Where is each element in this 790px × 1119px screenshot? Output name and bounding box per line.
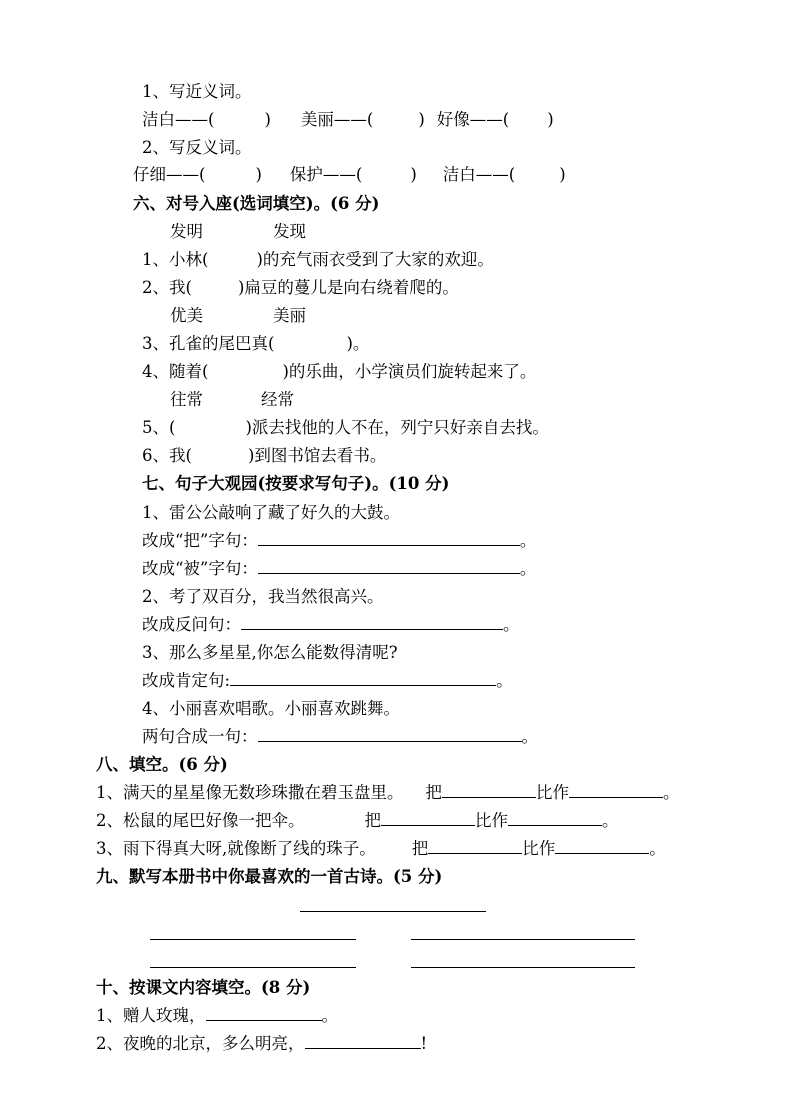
word-option: 往常 [170,390,203,409]
period: 。 [503,615,520,634]
answer-blank[interactable] [258,530,520,546]
answer-blank[interactable] [508,810,602,826]
sentence-suffix: )。 [346,334,370,353]
ba-label: 把 [411,839,429,858]
rewrite-label: 改成反问句： [142,615,241,634]
synonym-1-label: 洁白——( [142,110,215,129]
combine-row [142,726,538,748]
antonym-row [133,164,566,186]
paren-close: ) [547,110,554,129]
period: 。 [663,783,680,802]
sentence-prefix: 2、我( [142,278,192,297]
rewrite-ba-row [142,530,536,552]
rewrite-affirm-row [142,670,513,692]
fill-sentence-6 [142,445,386,467]
sentence-prefix: 1、小林( [142,250,209,269]
synonym-2-label: 美丽——( [300,110,374,129]
sentence-prefix: 3、孔雀的尾巴真( [142,334,275,353]
answer-blank[interactable] [258,726,522,742]
sentence-suffix: )到图书馆去看书。 [247,446,387,465]
section-6-title: 六、对号入座(选词填空)。(6 分) [133,194,380,213]
poem-line[interactable] [411,967,635,968]
rewrite-label: 改成肯定句: [142,671,231,690]
rewrite-label: 两句合成一句： [142,727,258,746]
exclamation: ! [420,1034,428,1053]
fill-sentence-5 [142,417,549,439]
paren-close: ) [410,165,417,184]
bizuo-label: 比作 [475,811,508,830]
fill-sentence-3 [142,333,369,355]
sentence-suffix: )派去找他的人不在，列宁只好亲自去找。 [245,418,549,437]
section-9-title: 九、默写本册书中你最喜欢的一首古诗。(5 分) [96,867,443,886]
section-8-title: 八、填空。(6 分) [96,755,228,774]
ba-label: 把 [364,811,381,830]
period: 。 [519,559,537,578]
section-7-title: 七、句子大观园(按要求写句子)。(10 分) [142,474,450,493]
sentence-suffix: )扁豆的蔓儿是向右绕着爬的。 [237,278,459,297]
rewrite-question-row [142,614,520,636]
section-10-title: 十、按课文内容填空。(8 分) [96,978,311,997]
synonym-3-label: 好像——( [436,110,510,129]
sentence-suffix: )的充气雨衣受到了大家的欢迎。 [256,250,494,269]
metaphor-row-2 [96,810,619,832]
word-option: 优美 [170,306,203,325]
synonym-row [142,109,554,131]
answer-blank[interactable] [381,810,475,826]
period: 。 [649,839,666,858]
ba-label: 把 [425,783,442,802]
answer-blank[interactable] [230,670,496,686]
fill-sentence-4 [142,361,536,383]
recite-prompt: 1、赠人玫瑰， [96,1006,206,1025]
rewrite-label: 改成“把”字句： [142,531,258,550]
sentence-prefix: 5、( [142,418,176,437]
antonym-1-label: 仔细——( [133,165,206,184]
sentence-q4: 4、小丽喜欢唱歌。小丽喜欢跳舞。 [142,699,400,718]
poem-line[interactable] [411,939,635,940]
synonym-heading: 1、写近义词。 [142,82,252,101]
metaphor-sentence: 1、满天的星星像无数珍珠撒在碧玉盘里。 [96,783,404,802]
word-option: 经常 [261,390,294,409]
answer-blank[interactable] [305,1033,421,1049]
paren-close: ) [418,110,425,129]
paren-close: ) [255,165,262,184]
metaphor-sentence: 2、松鼠的尾巴好像一把伞。 [96,811,305,830]
paren-close: ) [264,110,271,129]
sentence-q2: 2、考了双百分，我当然很高兴。 [142,587,384,606]
recite-prompt: 2、夜晚的北京，多么明亮， [96,1034,305,1053]
period: 。 [602,811,619,830]
paren-close: ) [559,165,566,184]
fill-sentence-1 [142,249,494,271]
rewrite-bei-row [142,558,536,580]
bizuo-label: 比作 [536,783,569,802]
sentence-prefix: 6、我( [142,446,192,465]
poem-line[interactable] [150,967,356,968]
metaphor-row-3 [96,838,666,860]
word-choice-1 [170,221,306,243]
poem-title-line[interactable] [300,911,486,912]
answer-blank[interactable] [206,1005,322,1021]
period: 。 [496,671,513,690]
sentence-q3: 3、那么多星星,你怎么能数得清呢? [142,643,398,662]
recite-row-2 [96,1033,427,1055]
answer-blank[interactable] [569,782,663,798]
antonym-heading: 2、写反义词。 [142,138,252,157]
sentence-prefix: 4、随着( [142,362,209,381]
poem-line[interactable] [150,939,356,940]
antonym-2-label: 保护——( [289,165,363,184]
period: 。 [519,531,537,550]
metaphor-sentence: 3、雨下得真大呀,就像断了线的珠子。 [96,839,376,858]
word-option: 发现 [273,222,306,241]
answer-blank[interactable] [428,838,522,854]
recite-row-1 [96,1005,338,1027]
word-option: 发明 [170,222,203,241]
word-choice-2 [170,305,306,327]
word-option: 美丽 [273,306,306,325]
word-choice-3 [170,389,294,411]
metaphor-row-1 [96,782,680,804]
period: 。 [321,1006,338,1025]
antonym-3-label: 洁白——( [442,165,516,184]
period: 。 [521,727,538,746]
answer-blank[interactable] [442,782,536,798]
fill-sentence-2 [142,277,459,299]
rewrite-label: 改成“被”字句： [142,559,258,578]
answer-blank[interactable] [241,614,503,630]
sentence-suffix: )的乐曲，小学演员们旋转起来了。 [282,362,537,381]
answer-blank[interactable] [555,838,649,854]
bizuo-label: 比作 [522,839,556,858]
sentence-q1: 1、雷公公敲响了藏了好久的大鼓。 [142,503,400,522]
answer-blank[interactable] [258,558,520,574]
